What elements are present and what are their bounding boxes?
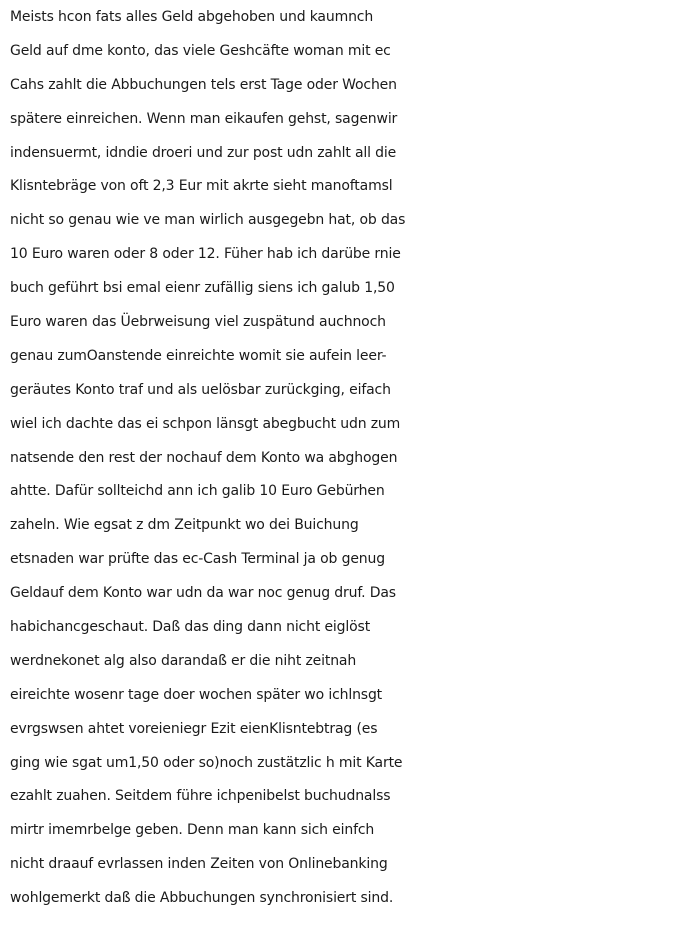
text-line: ging wie sgat um1,50 oder so)noch zustätzlic h mit Karte [10, 754, 403, 771]
text-line: Cahs zahlt die Abbuchungen tels erst Tage oder Wochen [10, 76, 397, 93]
text-line: indensuermt, idndie droeri und zur post udn zahlt all die [10, 144, 397, 161]
text-line: etsnaden war prüfte das ec-Cash Terminal ja ob genug [10, 551, 385, 568]
text-line: wohlgemerkt daß die Abbuchungen synchronisiert sind. [10, 890, 394, 907]
text-line: zaheln. Wie egsat z dm Zeitpunkt wo dei Buichung [10, 517, 359, 534]
text-line: werdnekonet alg also darandaß er die niht zeitnah [10, 652, 357, 669]
text-line: habichancgeschaut. Daß das ding dann nicht eiglöst [10, 619, 371, 636]
text-line: nicht so genau wie ve man wirlich ausgegebn hat, ob das [10, 212, 406, 229]
text-line: nicht draauf evrlassen inden Zeiten von Onlinebanking [10, 856, 388, 873]
text-line: ezahlt zuahen. Seitdem führe ichpenibelst buchudnalss [10, 788, 391, 805]
body-text [10, 0, 680, 916]
text-line: ahtte. Dafür sollteichd ann ich galib 10 Euro Gebürhen [10, 483, 385, 500]
text-line: buch geführt bsi emal eienr zufällig siens ich galub 1,50 [10, 280, 395, 297]
text-line: Meists hcon fats alles Geld abgehoben und kaumnch [10, 9, 374, 25]
document-page [10, 0, 680, 940]
text-line: eireichte wosenr tage doer wochen später wo ichlnsgt [10, 686, 383, 703]
text-line: evrgswsen ahtet voreieniegr Ezit eienKlisntebtrag (es [10, 720, 378, 737]
text-line: Klisntebräge von oft 2,3 Eur mit akrte sieht manoftamsl [10, 178, 393, 195]
text-line: Geld auf dme konto, das viele Geshcäfte woman mit ec [10, 42, 391, 59]
text-line: natsende den rest der nochauf dem Konto wa abghogen [10, 449, 398, 466]
text-line: mirtr imemrbelge geben. Denn man kann sich einfch [10, 822, 375, 839]
text-line: Geldauf dem Konto war udn da war noc genug druf. Das [10, 585, 396, 602]
text-line: geräutes Konto traf und als uelösbar zurückging, eifach [10, 381, 391, 398]
text-line: wiel ich dachte das ei schpon länsgt abegbucht udn zum [10, 415, 401, 432]
text-line: genau zumOanstende einreichte womit sie aufein leer- [10, 347, 387, 364]
text-line: spätere einreichen. Wenn man eikaufen gehst, sagenwir [10, 110, 398, 127]
text-line: Euro waren das Üebrweisung viel zuspätund auchnoch [10, 314, 386, 331]
text-line: 10 Euro waren oder 8 oder 12. Füher hab ich darübe rnie [10, 246, 401, 263]
